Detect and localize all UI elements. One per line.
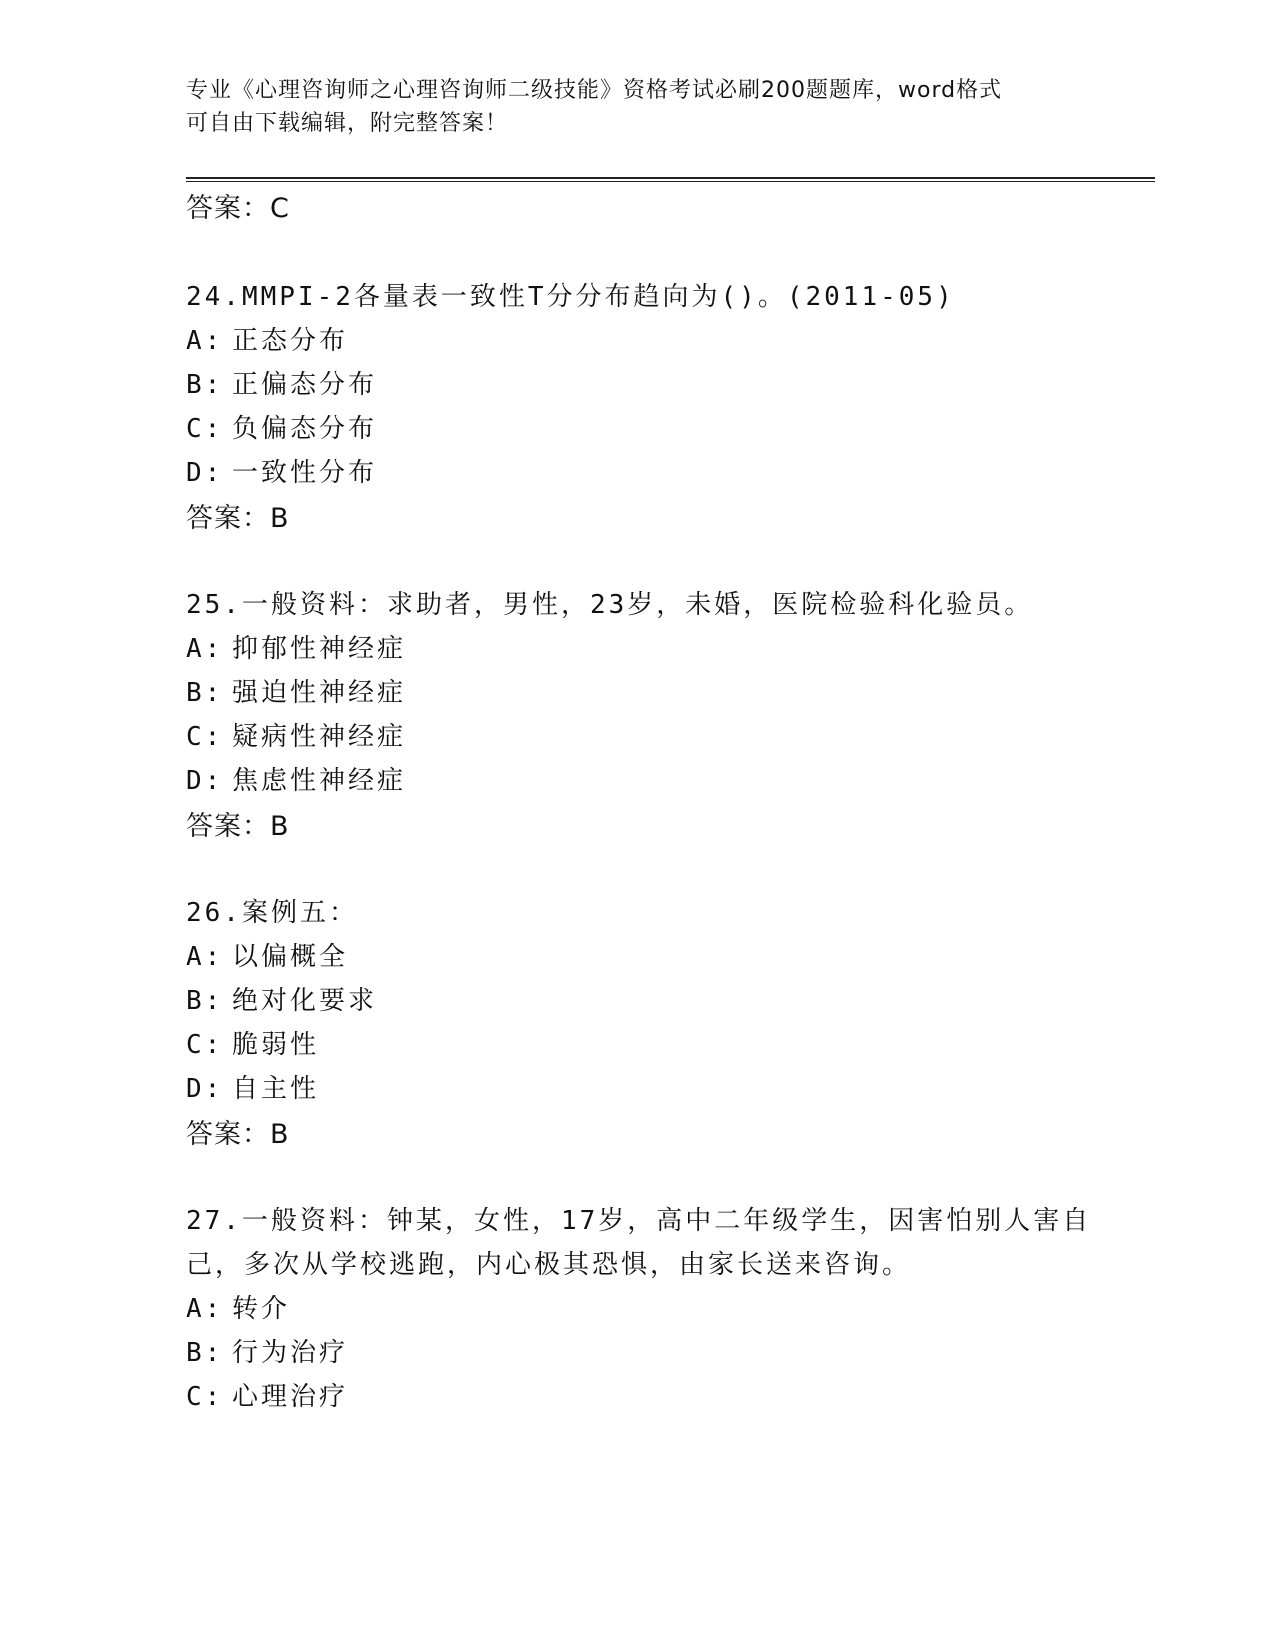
option-text: 抑郁性神经症: [232, 634, 407, 664]
question-27-stem-line-2: 己，多次从学校逃跑，内心极其恐惧，由家长送来咨询。: [186, 1250, 912, 1280]
question-25-stem: 25.一般资料：求助者，男性，23岁，未婚，医院检验科化验员。: [186, 590, 1034, 620]
option-text: 以偏概全: [232, 942, 349, 972]
option-text: 转介: [232, 1294, 291, 1324]
question-24-answer: 答案：B: [186, 503, 290, 534]
question-26-option-a: [186, 936, 348, 973]
option-text: 疑病性神经症: [232, 722, 407, 752]
question-24-option-b: [186, 364, 377, 401]
option-letter: D:: [186, 1074, 224, 1104]
option-letter: D:: [186, 458, 224, 488]
answer-prev: 答案：C: [186, 193, 290, 224]
question-24-stem: 24.MMPI-2各量表一致性T分分布趋向为()。(2011-05): [186, 282, 955, 312]
option-text: 负偏态分布: [232, 414, 378, 444]
question-25-answer: 答案：B: [186, 811, 290, 842]
document-header: [186, 74, 1086, 140]
question-25-option-c: [186, 716, 406, 753]
option-text: 自主性: [232, 1074, 320, 1104]
option-letter: C:: [186, 722, 224, 752]
option-letter: A:: [186, 634, 224, 664]
question-24-option-c: [186, 408, 377, 445]
option-letter: B:: [186, 986, 224, 1016]
option-text: 脆弱性: [232, 1030, 320, 1060]
question-24-option-a: [186, 320, 348, 357]
option-letter: A:: [186, 942, 224, 972]
question-24-option-d: [186, 452, 377, 489]
option-text: 心理治疗: [232, 1382, 349, 1412]
question-25-option-d: [186, 760, 406, 797]
option-letter: B:: [186, 678, 224, 708]
header-divider: [186, 177, 1155, 182]
option-text: 强迫性神经症: [232, 678, 407, 708]
question-25-option-b: [186, 672, 406, 709]
question-27-option-c: [186, 1376, 348, 1413]
question-25-option-a: [186, 628, 406, 665]
option-letter: C:: [186, 414, 224, 444]
question-26-answer: 答案：B: [186, 1119, 290, 1150]
option-letter: B:: [186, 1338, 224, 1368]
option-text: 焦虑性神经症: [232, 766, 407, 796]
option-letter: A:: [186, 1294, 224, 1324]
question-27-option-b: [186, 1332, 348, 1369]
option-letter: C:: [186, 1382, 224, 1412]
option-letter: B:: [186, 370, 224, 400]
option-text: 绝对化要求: [232, 986, 378, 1016]
header-line-1: 专业《心理咨询师之心理咨询师二级技能》资格考试必刷200题题库，word格式: [186, 78, 1003, 103]
question-26-stem: 26.案例五：: [186, 898, 358, 928]
question-27-option-a: [186, 1288, 290, 1325]
option-text: 一致性分布: [232, 458, 378, 488]
question-27-stem-line-1: 27.一般资料：钟某，女性，17岁，高中二年级学生，因害怕别人害自: [186, 1206, 1092, 1236]
option-letter: D:: [186, 766, 224, 796]
question-26-option-b: [186, 980, 377, 1017]
header-line-2: 可自由下载编辑，附完整答案！: [186, 111, 509, 136]
option-text: 行为治疗: [232, 1338, 349, 1368]
option-text: 正态分布: [232, 326, 349, 356]
option-text: 正偏态分布: [232, 370, 378, 400]
question-26-option-c: [186, 1024, 319, 1061]
option-letter: A:: [186, 326, 224, 356]
option-letter: C:: [186, 1030, 224, 1060]
question-26-option-d: [186, 1068, 319, 1105]
